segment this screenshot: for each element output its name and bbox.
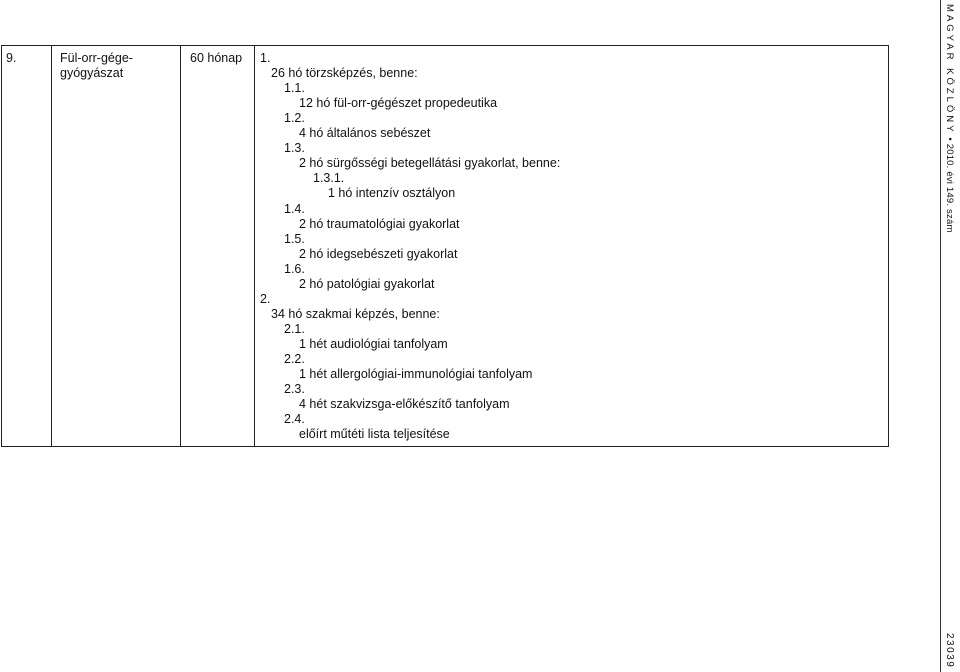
specialty-name-line1: Fül-orr-gége- xyxy=(60,51,133,65)
training-item-line: 1.2. xyxy=(284,111,305,126)
column-divider xyxy=(51,46,52,446)
training-item-line: 2. xyxy=(260,291,271,306)
training-item-line: 1.1. xyxy=(284,81,305,96)
page-number: 23039 xyxy=(944,632,955,668)
training-item-line: előírt műtéti lista teljesítése xyxy=(299,427,450,442)
training-item-line: 2 hó sürgősségi betegellátási gyakorlat, benne: xyxy=(299,156,561,171)
header-separator: • xyxy=(944,137,955,141)
publication-name: MAGYAR KÖZLÖNY xyxy=(944,4,955,135)
training-item-line: 1. xyxy=(260,51,271,65)
training-item-line: 2.2. xyxy=(284,352,305,366)
column-divider xyxy=(254,46,255,446)
issue-number: 2010. évi 149. szám xyxy=(944,143,955,233)
training-item-line: 1 hét audiológiai tanfolyam xyxy=(299,336,448,351)
training-item-line: 1.4. xyxy=(284,201,305,216)
column-divider xyxy=(180,46,181,446)
training-item-line: 1.5. xyxy=(284,231,305,246)
training-item-line: 2 hó traumatológiai gyakorlat xyxy=(299,216,460,231)
row-number: 9. xyxy=(6,51,17,65)
training-item-line: 1.3. xyxy=(284,141,305,156)
training-duration: 60 hónap xyxy=(190,51,243,65)
running-header xyxy=(944,4,955,233)
training-item-line: 34 hó szakmai képzés, benne: xyxy=(271,306,440,321)
training-item-line: 2.1. xyxy=(284,321,305,336)
training-item-line: 2.4. xyxy=(284,412,305,427)
training-item-line: 1.6. xyxy=(284,261,305,276)
training-item-line: 2.3. xyxy=(284,382,305,397)
training-item-line: 4 hét szakvizsga-előkészítő tanfolyam xyxy=(299,397,510,412)
page-side-margin xyxy=(940,0,960,672)
training-item-line: 4 hó általános sebészet xyxy=(299,126,431,141)
training-item-line: 12 hó fül-orr-gégészet propedeutika xyxy=(299,96,498,111)
curriculum-table xyxy=(1,45,889,447)
training-item-line: 1 hét allergológiai-immunológiai tanfolyam xyxy=(299,367,533,382)
training-item-line: 2 hó patológiai gyakorlat xyxy=(299,276,435,291)
training-item-line: 1 hó intenzív osztályon xyxy=(328,186,456,201)
training-item-line: 26 hó törzsképzés, benne: xyxy=(271,66,418,81)
specialty-name-line2: gyógyászat xyxy=(60,66,124,80)
training-item-line: 2 hó idegsebészeti gyakorlat xyxy=(299,246,458,261)
training-item-line: 1.3.1. xyxy=(313,171,345,186)
